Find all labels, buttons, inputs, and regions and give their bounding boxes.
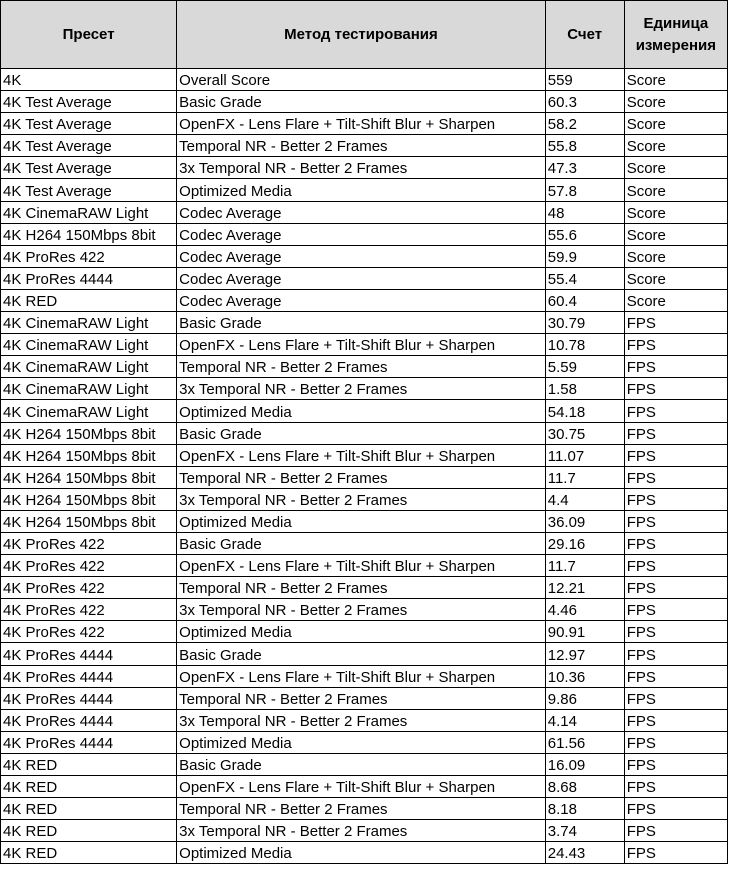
test-method-cell: Optimized Media — [177, 621, 546, 643]
score-cell: 59.9 — [545, 245, 624, 267]
test-method-cell: 3x Temporal NR - Better 2 Frames — [177, 599, 546, 621]
score-cell: 58.2 — [545, 113, 624, 135]
score-cell: 60.4 — [545, 289, 624, 311]
test-method-cell: Temporal NR - Better 2 Frames — [177, 466, 546, 488]
preset-cell: 4K ProRes 422 — [1, 555, 177, 577]
preset-cell: 4K ProRes 422 — [1, 577, 177, 599]
unit-cell: FPS — [624, 842, 727, 864]
preset-cell: 4K RED — [1, 776, 177, 798]
unit-cell: Score — [624, 91, 727, 113]
score-cell: 36.09 — [545, 510, 624, 532]
unit-cell: FPS — [624, 753, 727, 775]
preset-cell: 4K ProRes 422 — [1, 599, 177, 621]
score-cell: 55.4 — [545, 267, 624, 289]
unit-cell: Score — [624, 289, 727, 311]
score-cell: 10.78 — [545, 334, 624, 356]
table-row — [1, 179, 728, 201]
test-method-cell: Basic Grade — [177, 422, 546, 444]
table-row — [1, 731, 728, 753]
table-row — [1, 776, 728, 798]
table-row — [1, 510, 728, 532]
score-cell: 48 — [545, 201, 624, 223]
unit-cell: FPS — [624, 731, 727, 753]
preset-cell: 4K H264 150Mbps 8bit — [1, 444, 177, 466]
table-row — [1, 91, 728, 113]
unit-cell: FPS — [624, 776, 727, 798]
table-row — [1, 378, 728, 400]
preset-cell: 4K — [1, 69, 177, 91]
test-method-cell: Basic Grade — [177, 753, 546, 775]
unit-cell: FPS — [624, 621, 727, 643]
unit-cell: FPS — [624, 709, 727, 731]
score-cell: 54.18 — [545, 400, 624, 422]
score-cell: 11.7 — [545, 466, 624, 488]
unit-cell: Score — [624, 69, 727, 91]
table-row — [1, 201, 728, 223]
score-cell: 4.14 — [545, 709, 624, 731]
test-method-cell: OpenFX - Lens Flare + Tilt-Shift Blur + Sharpen — [177, 334, 546, 356]
test-method-cell: 3x Temporal NR - Better 2 Frames — [177, 709, 546, 731]
score-cell: 8.68 — [545, 776, 624, 798]
preset-cell: 4K CinemaRAW Light — [1, 400, 177, 422]
score-cell: 5.59 — [545, 356, 624, 378]
preset-cell: 4K ProRes 4444 — [1, 267, 177, 289]
unit-cell: FPS — [624, 820, 727, 842]
preset-cell: 4K H264 150Mbps 8bit — [1, 422, 177, 444]
score-cell: 55.6 — [545, 223, 624, 245]
score-cell: 57.8 — [545, 179, 624, 201]
score-cell: 90.91 — [545, 621, 624, 643]
test-method-cell: 3x Temporal NR - Better 2 Frames — [177, 157, 546, 179]
test-method-cell: Basic Grade — [177, 91, 546, 113]
preset-cell: 4K ProRes 4444 — [1, 643, 177, 665]
header-test-method: Метод тестирования — [177, 1, 546, 69]
score-cell: 55.8 — [545, 135, 624, 157]
unit-cell: FPS — [624, 334, 727, 356]
score-cell: 9.86 — [545, 687, 624, 709]
table-row — [1, 245, 728, 267]
test-method-cell: Codec Average — [177, 267, 546, 289]
preset-cell: 4K CinemaRAW Light — [1, 334, 177, 356]
test-method-cell: Codec Average — [177, 223, 546, 245]
test-method-cell: OpenFX - Lens Flare + Tilt-Shift Blur + Sharpen — [177, 113, 546, 135]
test-method-cell: 3x Temporal NR - Better 2 Frames — [177, 820, 546, 842]
unit-cell: FPS — [624, 378, 727, 400]
score-cell: 24.43 — [545, 842, 624, 864]
test-method-cell: Temporal NR - Better 2 Frames — [177, 687, 546, 709]
test-method-cell: Temporal NR - Better 2 Frames — [177, 577, 546, 599]
preset-cell: 4K ProRes 4444 — [1, 731, 177, 753]
test-method-cell: Basic Grade — [177, 312, 546, 334]
score-cell: 29.16 — [545, 532, 624, 554]
table-row — [1, 157, 728, 179]
unit-cell: FPS — [624, 488, 727, 510]
preset-cell: 4K RED — [1, 842, 177, 864]
table-row — [1, 488, 728, 510]
test-method-cell: Optimized Media — [177, 842, 546, 864]
score-cell: 11.7 — [545, 555, 624, 577]
table-row — [1, 532, 728, 554]
table-row — [1, 842, 728, 864]
header-score: Счет — [545, 1, 624, 69]
score-cell: 559 — [545, 69, 624, 91]
score-cell: 4.46 — [545, 599, 624, 621]
table-row — [1, 687, 728, 709]
unit-cell: Score — [624, 179, 727, 201]
test-method-cell: Optimized Media — [177, 400, 546, 422]
table-row — [1, 577, 728, 599]
table-row — [1, 709, 728, 731]
score-cell: 30.75 — [545, 422, 624, 444]
header-preset: Пресет — [1, 1, 177, 69]
unit-cell: FPS — [624, 665, 727, 687]
preset-cell: 4K CinemaRAW Light — [1, 378, 177, 400]
preset-cell: 4K Test Average — [1, 113, 177, 135]
table-row — [1, 267, 728, 289]
preset-cell: 4K RED — [1, 753, 177, 775]
test-method-cell: OpenFX - Lens Flare + Tilt-Shift Blur + Sharpen — [177, 776, 546, 798]
test-method-cell: Codec Average — [177, 289, 546, 311]
test-method-cell: Temporal NR - Better 2 Frames — [177, 798, 546, 820]
unit-cell: FPS — [624, 466, 727, 488]
score-cell: 16.09 — [545, 753, 624, 775]
preset-cell: 4K CinemaRAW Light — [1, 312, 177, 334]
table-row — [1, 400, 728, 422]
preset-cell: 4K ProRes 422 — [1, 532, 177, 554]
table-row — [1, 312, 728, 334]
score-cell: 10.36 — [545, 665, 624, 687]
test-method-cell: 3x Temporal NR - Better 2 Frames — [177, 488, 546, 510]
unit-cell: FPS — [624, 798, 727, 820]
preset-cell: 4K Test Average — [1, 135, 177, 157]
unit-cell: Score — [624, 157, 727, 179]
score-cell: 12.97 — [545, 643, 624, 665]
test-method-cell: 3x Temporal NR - Better 2 Frames — [177, 378, 546, 400]
score-cell: 11.07 — [545, 444, 624, 466]
preset-cell: 4K CinemaRAW Light — [1, 356, 177, 378]
unit-cell: FPS — [624, 312, 727, 334]
unit-cell: FPS — [624, 599, 727, 621]
header-unit: Единица измерения — [624, 1, 727, 69]
table-row — [1, 798, 728, 820]
unit-cell: FPS — [624, 444, 727, 466]
score-cell: 3.74 — [545, 820, 624, 842]
preset-cell: 4K ProRes 422 — [1, 245, 177, 267]
score-cell: 30.79 — [545, 312, 624, 334]
header-row — [1, 1, 728, 69]
preset-cell: 4K ProRes 422 — [1, 621, 177, 643]
table-row — [1, 466, 728, 488]
preset-cell: 4K H264 150Mbps 8bit — [1, 510, 177, 532]
score-cell: 12.21 — [545, 577, 624, 599]
test-method-cell: Optimized Media — [177, 179, 546, 201]
table-row — [1, 113, 728, 135]
test-method-cell: Temporal NR - Better 2 Frames — [177, 356, 546, 378]
unit-cell: FPS — [624, 577, 727, 599]
test-method-cell: OpenFX - Lens Flare + Tilt-Shift Blur + Sharpen — [177, 555, 546, 577]
preset-cell: 4K H264 150Mbps 8bit — [1, 488, 177, 510]
unit-cell: FPS — [624, 532, 727, 554]
preset-cell: 4K Test Average — [1, 91, 177, 113]
table-row — [1, 444, 728, 466]
unit-cell: FPS — [624, 687, 727, 709]
test-method-cell: Optimized Media — [177, 510, 546, 532]
preset-cell: 4K ProRes 4444 — [1, 709, 177, 731]
table-row — [1, 599, 728, 621]
test-method-cell: Overall Score — [177, 69, 546, 91]
unit-cell: FPS — [624, 400, 727, 422]
table-row — [1, 665, 728, 687]
test-method-cell: Temporal NR - Better 2 Frames — [177, 135, 546, 157]
table-row — [1, 334, 728, 356]
unit-cell: Score — [624, 113, 727, 135]
unit-cell: Score — [624, 267, 727, 289]
unit-cell: Score — [624, 201, 727, 223]
table-row — [1, 621, 728, 643]
test-method-cell: Codec Average — [177, 245, 546, 267]
table-row — [1, 643, 728, 665]
score-cell: 1.58 — [545, 378, 624, 400]
table-row — [1, 69, 728, 91]
preset-cell: 4K Test Average — [1, 179, 177, 201]
preset-cell: 4K RED — [1, 798, 177, 820]
test-method-cell: Optimized Media — [177, 731, 546, 753]
table-row — [1, 135, 728, 157]
preset-cell: 4K ProRes 4444 — [1, 687, 177, 709]
table-row — [1, 555, 728, 577]
test-method-cell: OpenFX - Lens Flare + Tilt-Shift Blur + Sharpen — [177, 444, 546, 466]
unit-cell: Score — [624, 223, 727, 245]
test-method-cell: OpenFX - Lens Flare + Tilt-Shift Blur + Sharpen — [177, 665, 546, 687]
table-row — [1, 356, 728, 378]
preset-cell: 4K RED — [1, 289, 177, 311]
score-cell: 60.3 — [545, 91, 624, 113]
preset-cell: 4K H264 150Mbps 8bit — [1, 466, 177, 488]
test-method-cell: Basic Grade — [177, 532, 546, 554]
preset-cell: 4K H264 150Mbps 8bit — [1, 223, 177, 245]
score-cell: 4.4 — [545, 488, 624, 510]
unit-cell: Score — [624, 135, 727, 157]
unit-cell: Score — [624, 245, 727, 267]
unit-cell: FPS — [624, 555, 727, 577]
preset-cell: 4K Test Average — [1, 157, 177, 179]
table-row — [1, 820, 728, 842]
table-row — [1, 223, 728, 245]
preset-cell: 4K RED — [1, 820, 177, 842]
unit-cell: FPS — [624, 356, 727, 378]
test-method-cell: Basic Grade — [177, 643, 546, 665]
preset-cell: 4K ProRes 4444 — [1, 665, 177, 687]
table-body — [1, 69, 728, 864]
table-row — [1, 289, 728, 311]
unit-cell: FPS — [624, 422, 727, 444]
table-row — [1, 422, 728, 444]
score-cell: 8.18 — [545, 798, 624, 820]
score-cell: 47.3 — [545, 157, 624, 179]
preset-cell: 4K CinemaRAW Light — [1, 201, 177, 223]
unit-cell: FPS — [624, 643, 727, 665]
unit-cell: FPS — [624, 510, 727, 532]
score-cell: 61.56 — [545, 731, 624, 753]
test-method-cell: Codec Average — [177, 201, 546, 223]
table-row — [1, 753, 728, 775]
